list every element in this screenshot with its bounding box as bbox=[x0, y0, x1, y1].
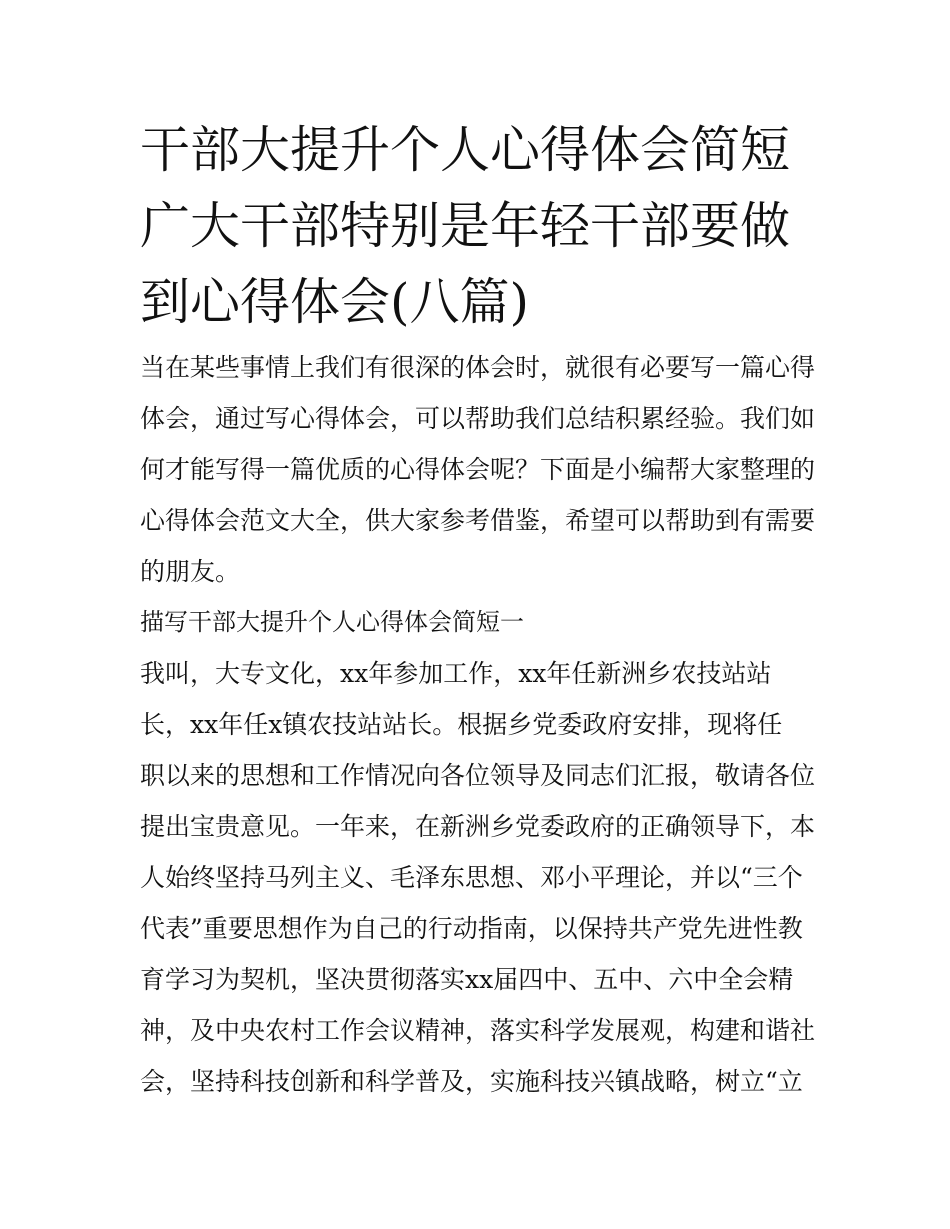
body-paragraph bbox=[140, 648, 815, 1107]
intro-line: 当在某些事情上我们有很深的体会时，就很有必要写一篇心得 bbox=[140, 353, 816, 382]
body-line: 我叫，大专文化，xx年参加工作，xx年任新洲乡农技站站 bbox=[140, 659, 772, 688]
title-line: 干部大提升个人心得体会简短 bbox=[140, 121, 790, 179]
intro-paragraph bbox=[140, 342, 815, 597]
intro-line: 何才能写得一篇优质的心得体会呢？下面是小编帮大家整理的 bbox=[140, 455, 816, 484]
document-page bbox=[140, 112, 815, 1107]
body-line: 职以来的思想和工作情况向各位领导及同志们汇报，敬请各位 bbox=[140, 761, 816, 790]
body-line: 提出宝贵意见。一年来，在新洲乡党委政府的正确领导下，本 bbox=[140, 812, 816, 841]
document-title bbox=[140, 112, 815, 340]
body-line: 会，坚持科技创新和科学普及，实施科技兴镇战略，树立“立 bbox=[140, 1067, 803, 1096]
body-line: 人始终坚持马列主义、毛泽东思想、邓小平理论，并以“三个 bbox=[140, 863, 803, 892]
body-line: 神，及中央农村工作会议精神，落实科学发展观，构建和谐社 bbox=[140, 1016, 816, 1045]
intro-line: 心得体会范文大全，供大家参考借鉴，希望可以帮助到有需要 bbox=[140, 506, 816, 535]
title-line: 广大干部特别是年轻干部要做 bbox=[140, 197, 790, 255]
section-heading: 描写干部大提升个人心得体会简短一 bbox=[140, 608, 524, 636]
intro-line: 的朋友。 bbox=[140, 557, 241, 586]
body-line: 育学习为契机，坚决贯彻落实xx届四中、五中、六中全会精 bbox=[140, 965, 794, 994]
body-line: 代表”重要思想作为自己的行动指南，以保持共产党先进性教 bbox=[140, 914, 803, 943]
intro-line: 体会，通过写心得体会，可以帮助我们总结积累经验。我们如 bbox=[140, 404, 816, 433]
body-line: 长，xx年任x镇农技站站长。根据乡党委政府安排，现将任 bbox=[140, 710, 783, 739]
title-line: 到心得体会(八篇) bbox=[140, 273, 530, 331]
